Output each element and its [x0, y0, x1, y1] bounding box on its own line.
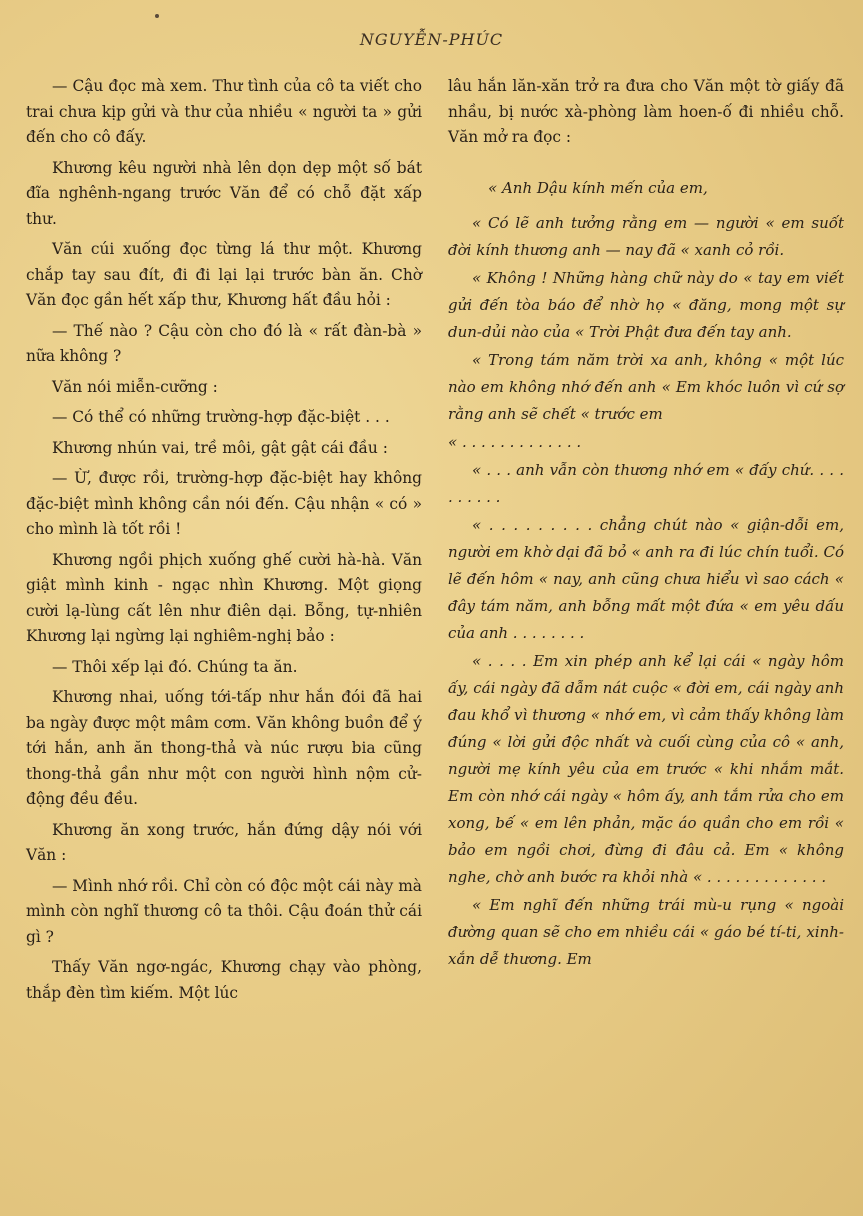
paragraph: — Có thể có những trường-hợp đặc-biệt . . .: [52, 408, 390, 426]
paragraph: — Ừ, được rồi, trường-hợp đặc-biệt hay không đặc-biệt mình không cần nói đến. Cậu nhận « có » cho mình là tốt rồi !: [26, 469, 422, 538]
paragraph: Khương ăn xong trước, hắn đứng dậy nói với Văn :: [26, 820, 422, 864]
paragraph: — Mình nhớ rồi. Chỉ còn có độc một cái này mà mình còn nghĩ thương cô ta thôi. Cậu đoán thử cái gì ?: [26, 876, 422, 946]
paragraph: Khương kêu người nhà lên dọn dẹp một số bát đĩa nghênh-ngang trước Văn để có chỗ đặt xấp thư.: [26, 158, 422, 228]
author-title: NGUYỄN-PHÚC: [359, 30, 504, 49]
letter-paragraph: « Em nghĩ đến những trái mù-u rụng « ngoài đường quan sẽ cho em nhiều cái « gáo bé tí-ti, xinh-xắn dễ thương. Em: [448, 895, 844, 968]
letter-paragraph: « Trong tám năm trời xa anh, không « một lúc nào em không nhớ đến anh « Em khóc luôn vì cứ sợ rằng anh sẽ chết « trước em: [448, 350, 844, 423]
paragraph: — Cậu đọc mà xem. Thư tình của cô ta viết cho trai chưa kịp gửi và thư của nhiều « người ta » gửi đến cho cô đấy.: [26, 77, 422, 146]
letter-paragraph: « Không ! Những hàng chữ này do « tay em viết gửi đến tòa báo để nhờ họ « đăng, mong một sự dun-dủi nào của « Trời Phật đưa đến tay anh.: [448, 268, 844, 341]
letter-paragraph: « . . . . . . . . . chẳng chút nào « giận-dỗi em, người em khờ dại đã bỏ « anh ra đi lúc chín tuổi. Có lẽ đến hôm « nay, anh cũng chưa hiểu vì sao cách « đây tám năm, anh bỗng mất một đứa « em yêu dấu của anh . . . . . . . .: [448, 515, 844, 642]
paragraph: Văn cúi xuống đọc từng lá thư một. Khương chắp tay sau đít, đi đi lại lại trước bàn ăn. Chờ Văn đọc gần hết xấp thư, Khương hất đầu hỏi :: [26, 240, 422, 309]
page-header: [0, 30, 863, 49]
paragraph: Khương ngồi phịch xuống ghế cười hà-hà. Văn giật mình kinh - ngạc nhìn Khương. Một giọng cười lạ-lùng cất lên như điên dại. Bỗng, tự-nhiên Khương lại ngừng lại nghiêm-nghị bảo :: [26, 550, 422, 645]
letter-paragraph: « . . . anh vẫn còn thương nhớ em « đấy chứ. . . . . . . . . .: [448, 460, 844, 506]
letter-paragraph: « Có lẽ anh tưởng rằng em — người « em suốt đời kính thương anh — nay đã « xanh cỏ rồi.: [448, 213, 844, 259]
speck-mark: [155, 14, 159, 18]
paragraph: — Thế nào ? Cậu còn cho đó là « rất đàn-bà » nữa không ?: [26, 321, 422, 365]
paragraph: Khương nhai, uống tới-tấp như hắn đói đã hai ba ngày được một mâm cơm. Văn không buồn để ý tới hắn, anh ăn thong-thả và núc rượu bia cũng thong-thả gần như một con người hình nộm cử-động đều đều.: [26, 688, 422, 808]
letter-paragraph: « . . . . Em xin phép anh kể lại cái « ngày hôm ấy, cái ngày đã dẫm nát cuộc « đời em, cái ngày anh đau khổ vì thương « nhớ em, vì cảm thấy không làm đúng « lời gửi độc nhất và cuối cùng của cô « anh, người mẹ kính yêu của em trước « khi nhắm mắt. Em còn nhớ cái ngày « hôm ấy, anh tắm rửa cho em xong, bế « em lên phản, mặc áo quần cho em rồi « bảo em ngồi chơi, đừng đi đâu cả. Em « không nghe, chờ anh bước ra khỏi nhà « . . . . . . . . . . . . .: [448, 651, 844, 886]
left-column: [26, 74, 422, 1011]
letter-block: [448, 175, 844, 973]
paragraph: — Thôi xếp lại đó. Chúng ta ăn.: [52, 657, 298, 676]
letter-salutation: « Anh Dậu kính mến của em,: [488, 178, 708, 197]
paragraph: Thấy Văn ngơ-ngác, Khương chạy vào phòng, thắp đèn tìm kiếm. Một lúc: [26, 958, 422, 1002]
paragraph: Khương nhún vai, trề môi, gật gật cái đầu :: [52, 438, 388, 457]
paragraph: lâu hắn lăn-xăn trở ra đưa cho Văn một tờ giấy đã nhầu, bị nước xà-phòng làm hoen-ố đi nhiều chỗ. Văn mở ra đọc :: [448, 77, 844, 146]
right-column: [448, 74, 844, 974]
letter-ellipsis: « . . . . . . . . . . . . .: [448, 432, 582, 451]
paragraph: Văn nói miễn-cưỡng :: [52, 377, 218, 396]
